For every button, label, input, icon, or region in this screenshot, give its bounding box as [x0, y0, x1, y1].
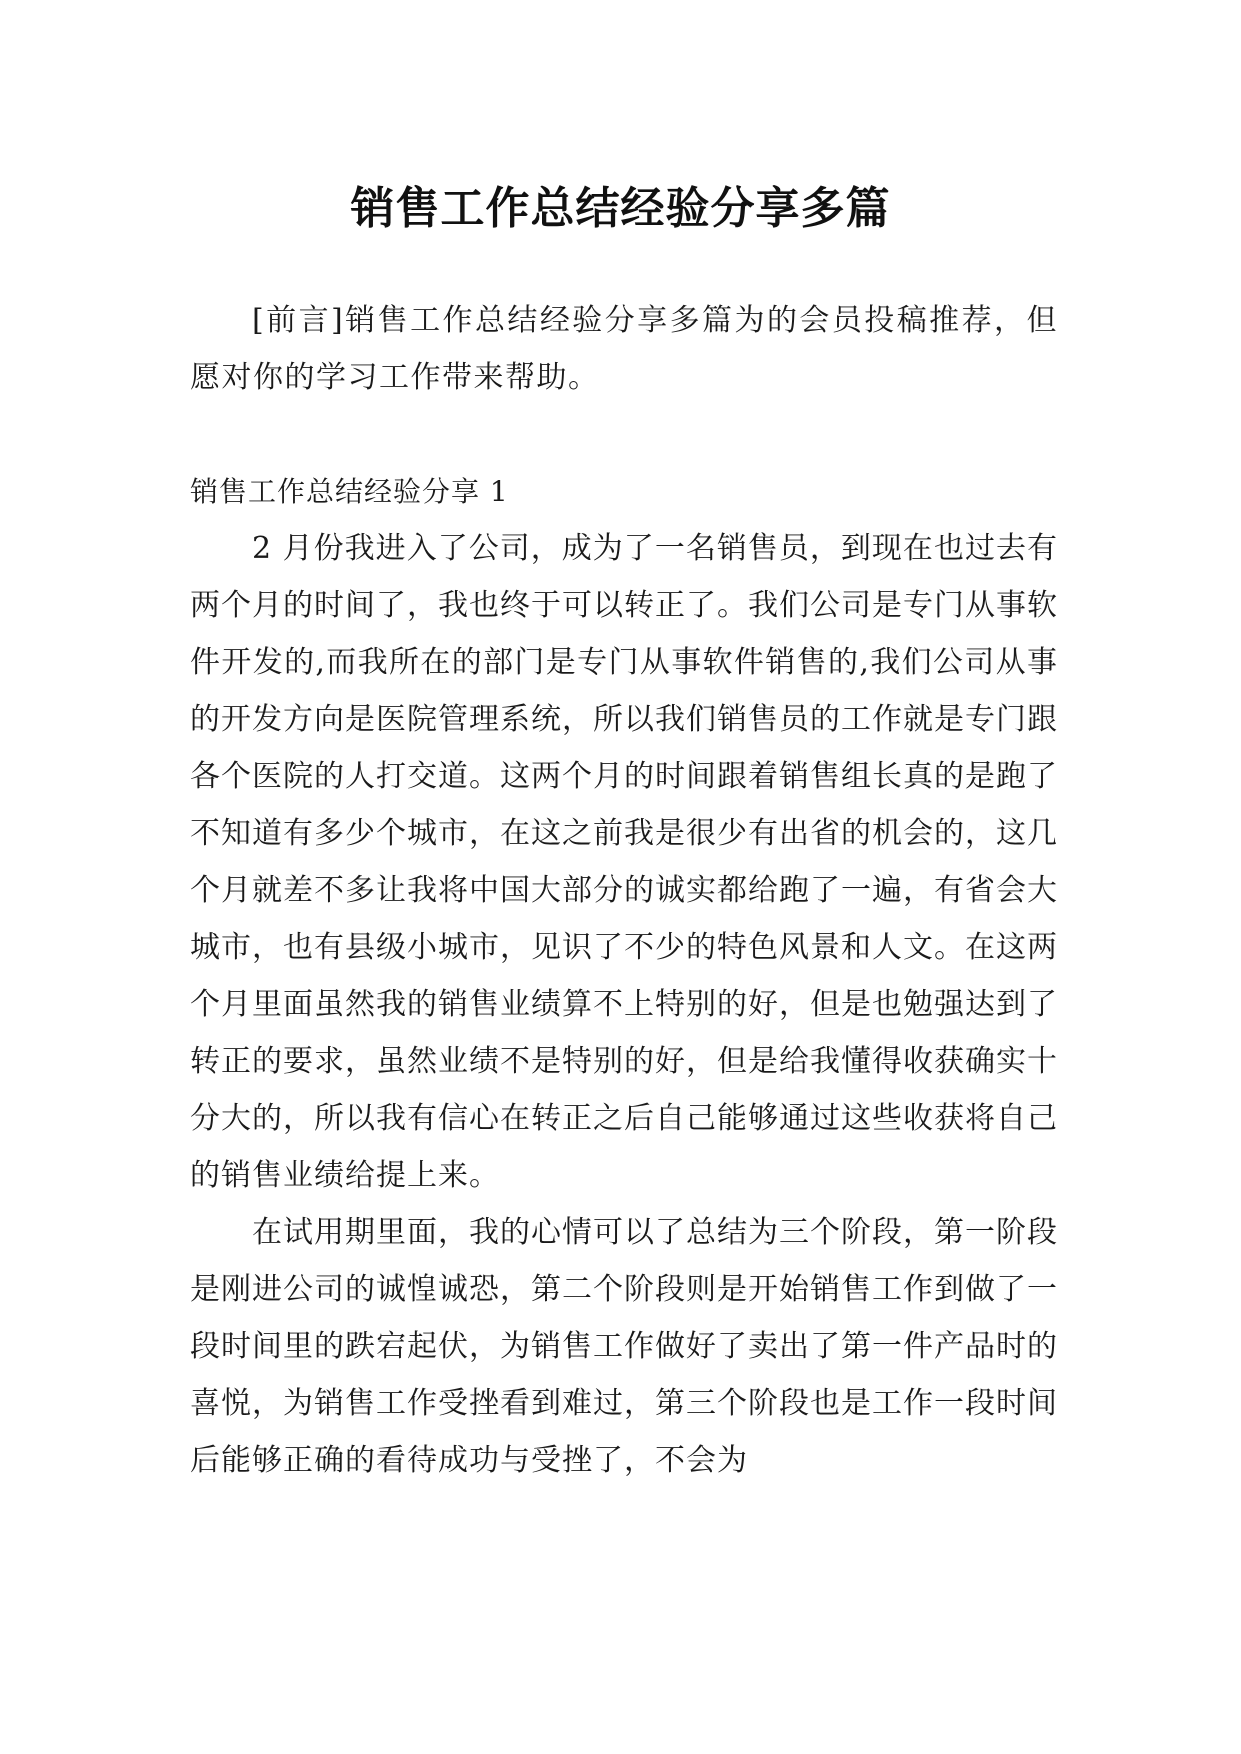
body-paragraph: 2 月份我进入了公司，成为了一名销售员，到现在也过去有两个月的时间了，我也终于可以转正了。我们公司是专门从事软件开发的,而我所在的部门是专门从事软件销售的,我们公司从事的开发方向是医院管理系统，所以我们销售员的工作就是专门跟各个医院的人打交道。这两个月的时间跟着销售组长真的是跑了不知道有多少个城市，在这之前我是很少有出省的机会的，这几个月就差不多让我将中国大部分的诚实都给跑了一遍，有省会大城市，也有县级小城市，见识了不少的特色风景和人文。在这两个月里面虽然我的销售业绩算不上特别的好，但是也勉强达到了转正的要求，虽然业绩不是特别的好，但是给我懂得收获确实十分大的，所以我有信心在转正之后自己能够通过这些收获将自己的销售业绩给提上来。	[190, 531, 1058, 1193]
section-heading: 销售工作总结经验分享 1	[190, 475, 509, 508]
body-paragraph: 在试用期里面，我的心情可以了总结为三个阶段，第一阶段是刚进公司的诚惶诚恐，第二个阶段则是开始销售工作到做了一段时间里的跌宕起伏，为销售工作做好了卖出了第一件产品时的喜悦，为销售工作受挫看到难过，第三个阶段也是工作一段时间后能够正确的看待成功与受挫了，不会为	[190, 1215, 1058, 1478]
preface-paragraph: [前言]销售工作总结经验分享多篇为的会员投稿推荐，但愿对你的学习工作带来帮助。	[190, 303, 1058, 395]
document-body	[190, 292, 1058, 1489]
document-title: 销售工作总结经验分享多篇	[350, 183, 891, 235]
